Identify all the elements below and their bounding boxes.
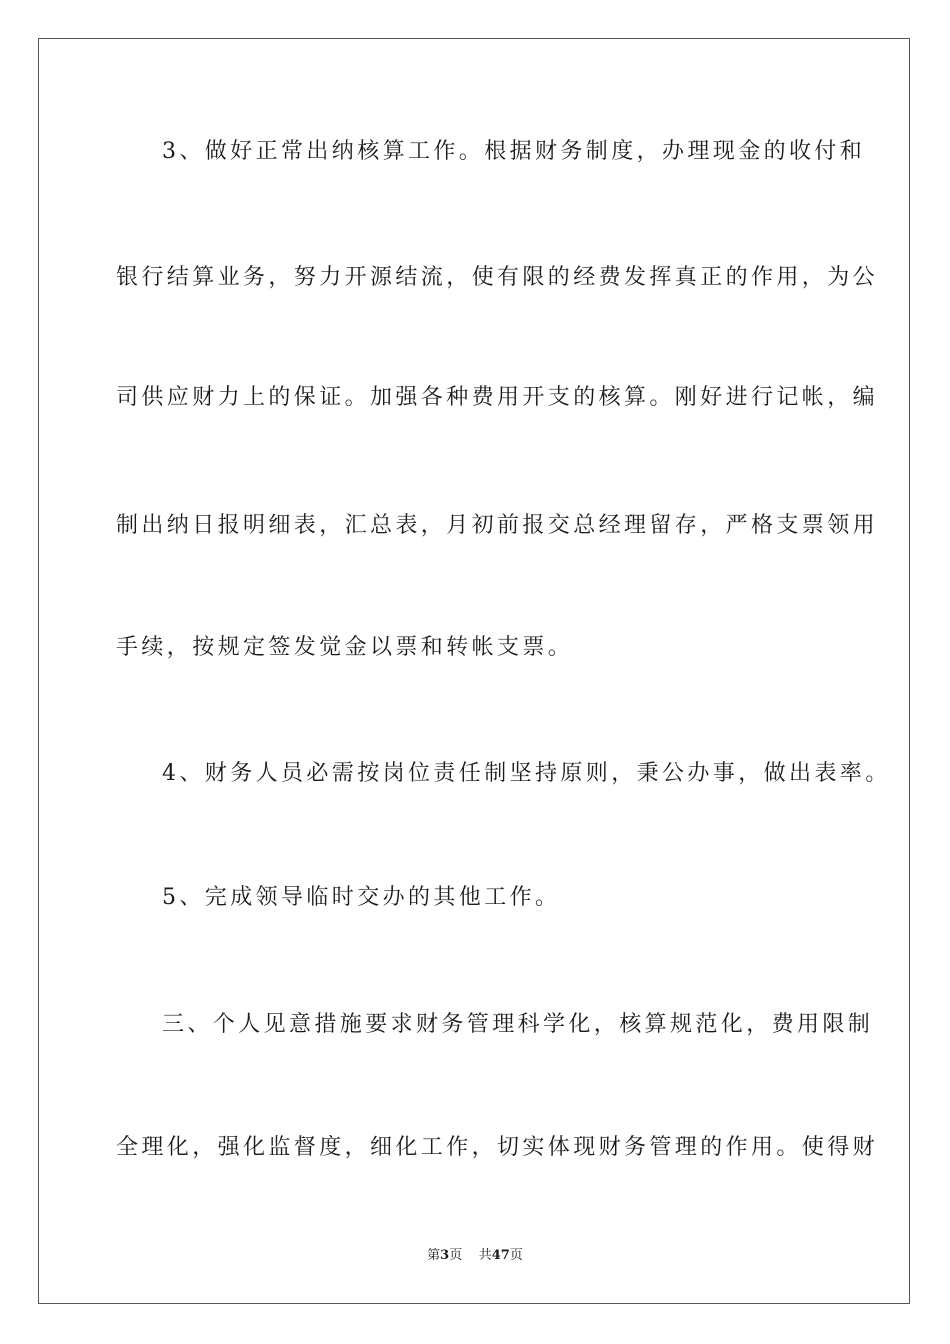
body-line-5: 手续，按规定签发觉金以票和转帐支票。 [116, 635, 574, 660]
footer-total-prefix: 共 [478, 1248, 492, 1263]
body-line-7: 5、完成领导临时交办的其他工作。 [162, 885, 561, 910]
body-line-2: 银行结算业务，努力开源结流，使有限的经费发挥真正的作用，为公 [116, 265, 879, 290]
footer-total-suffix: 页 [509, 1248, 523, 1263]
body-line-6: 4、财务人员必需按岗位责任制坚持原则，秉公办事，做出表率。 [162, 761, 891, 786]
body-line-8: 三、个人见意措施要求财务管理科学化，核算规范化，费用限制 [162, 1012, 874, 1037]
footer-page-number: 3 [440, 1248, 450, 1263]
page-footer [0, 1247, 950, 1265]
body-line-4: 制出纳日报明细表，汇总表，月初前报交总经理留存，严格支票领用 [116, 513, 879, 538]
body-line-9: 全理化，强化监督度，细化工作，切实体现财务管理的作用。使得财 [116, 1135, 879, 1160]
body-line-1: 3、做好正常出纳核算工作。根据财务制度，办理现金的收付和 [162, 139, 866, 164]
footer-page-prefix: 第 [427, 1248, 441, 1263]
page-border [38, 38, 910, 1304]
footer-page-suffix: 页 [449, 1248, 463, 1263]
footer-total-pages: 47 [491, 1248, 510, 1263]
body-line-3: 司供应财力上的保证。加强各种费用开支的核算。刚好进行记帐，编 [116, 385, 879, 410]
